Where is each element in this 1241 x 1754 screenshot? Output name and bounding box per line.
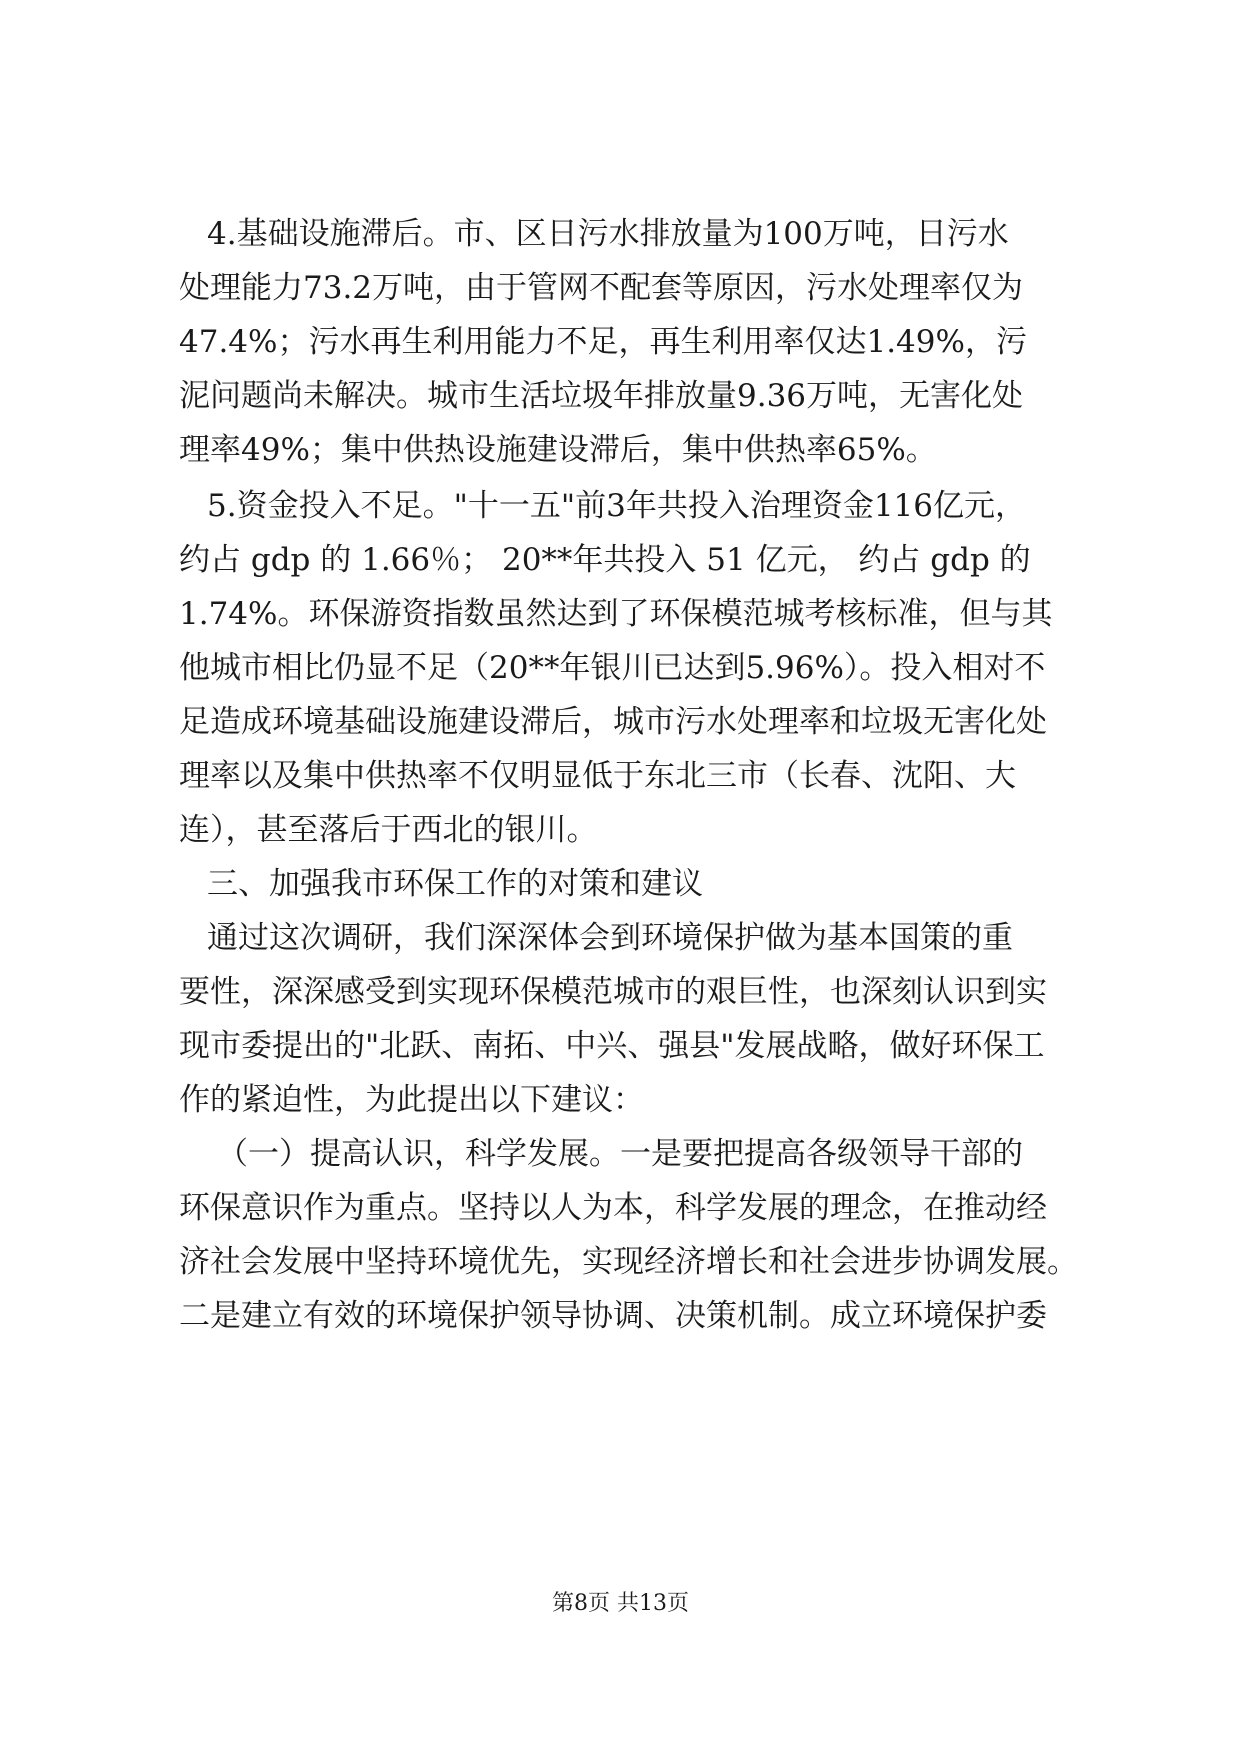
text-line: （一）提高认识，科学发展。一是要把提高各级领导干部的: [217, 1136, 1023, 1172]
text-line: 济社会发展中坚持环境优先，实现经济增长和社会进步协调发展。: [179, 1244, 1078, 1280]
text-line: 1.74%。环保游资指数虽然达到了环保模范城考核标准，但与其: [179, 596, 1053, 632]
text-line: 作的紧迫性，为此提出以下建议：: [179, 1082, 644, 1118]
section-heading: 三、加强我市环保工作的对策和建议: [207, 866, 703, 902]
text-line: 47.4%；污水再生利用能力不足，再生利用率仅达1.49%，污: [179, 324, 1027, 360]
text-line: 要性，深深感受到实现环保模范城市的艰巨性，也深刻认识到实: [179, 974, 1047, 1010]
text-line: 他城市相比仍显不足（20**年银川已达到5.96%）。投入相对不: [179, 650, 1046, 686]
text-line: 足造成环境基础设施建设滞后，城市污水处理率和垃圾无害化处: [179, 704, 1047, 740]
text-line: 通过这次调研，我们深深体会到环境保护做为基本国策的重: [207, 920, 1013, 956]
text-line: 理率以及集中供热率不仅明显低于东北三市（长春、沈阳、大: [179, 758, 1016, 794]
text-line: 约占 gdp 的 1.66％； 20**年共投入 51 亿元， 约占 gdp 的: [179, 542, 1031, 578]
page-number-footer: 第8页 共13页: [552, 1591, 689, 1616]
text-line: 泥问题尚未解决。城市生活垃圾年排放量9.36万吨，无害化处: [179, 378, 1024, 414]
text-line: 理率49%；集中供热设施建设滞后，集中供热率65%。: [179, 432, 937, 468]
text-line: 连），甚至落后于西北的银川。: [179, 812, 598, 848]
text-line: 现市委提出的"北跃、南拓、中兴、强县"发展战略，做好环保工: [179, 1028, 1045, 1064]
text-line: 4.基础设施滞后。市、区日污水排放量为100万吨，日污水: [207, 216, 1009, 252]
text-line: 环保意识作为重点。坚持以人为本，科学发展的理念，在推动经: [179, 1190, 1047, 1226]
text-line: 5.资金投入不足。"十一五"前3年共投入治理资金116亿元，: [207, 488, 1026, 524]
text-line: 处理能力73.2万吨，由于管网不配套等原因，污水处理率仅为: [179, 270, 1024, 306]
text-line: 二是建立有效的环境保护领导协调、决策机制。成立环境保护委: [179, 1298, 1047, 1334]
